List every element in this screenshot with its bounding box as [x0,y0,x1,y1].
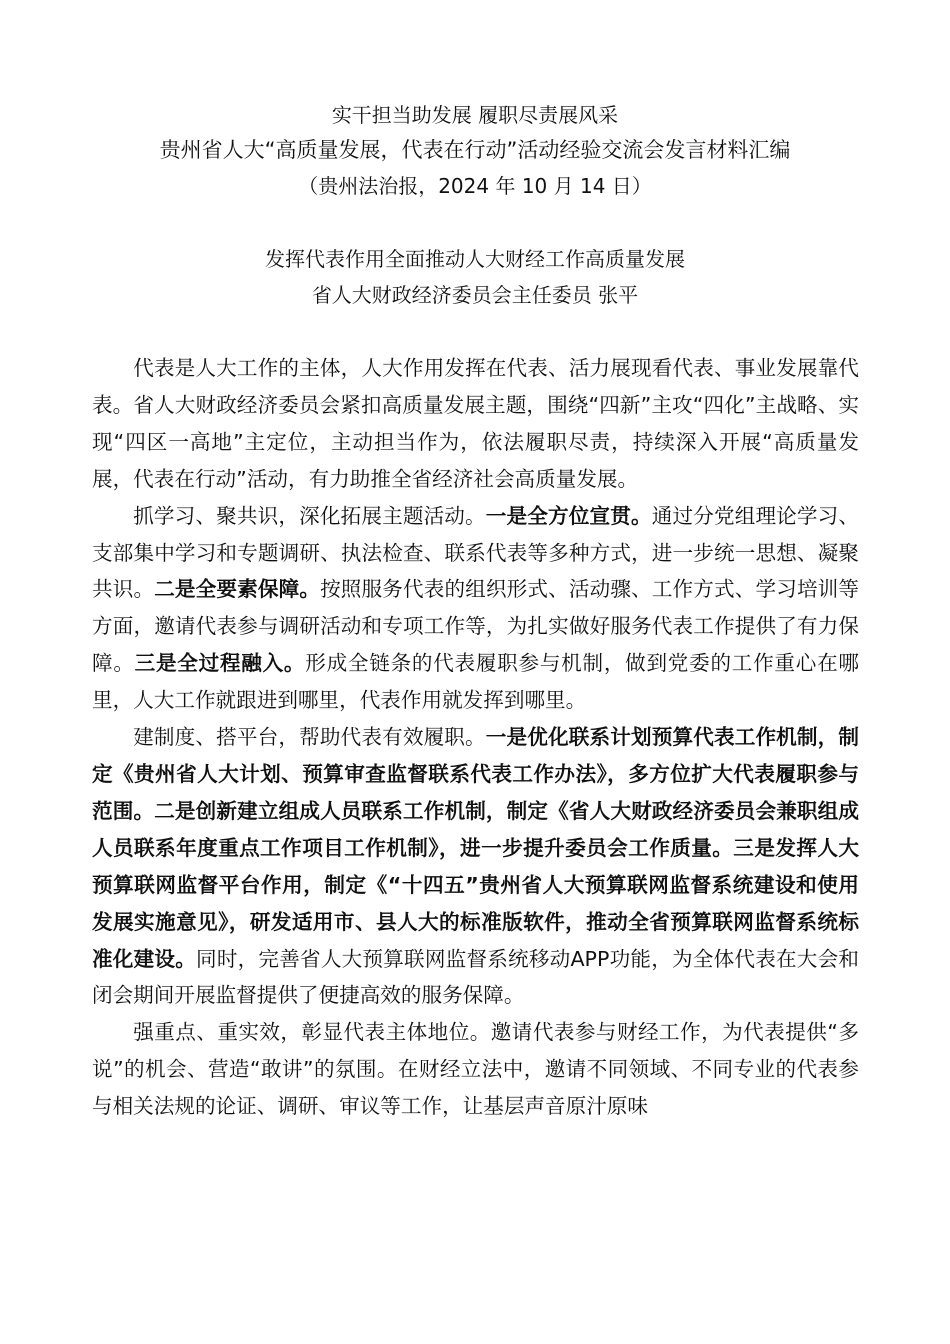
paragraph-intro: 代表是人大工作的主体，人大作用发挥在代表、活力展现看代表、事业发展靠代表。省人大财政经济委员会紧扣高质量发展主题，围绕“四新”主攻“四化”主战略、实现“四区一高地”主定位，主动担当作为，依法履职尽责，持续深入开展“高质量发展，代表在行动”活动，有力助推全省经济社会高质量发展。 [92,356,859,491]
paragraph-lead: 建制度、搭平台，帮助代表有效履职。 [133,725,486,750]
paragraph-text: 形成全链条的代表履职参与机制，做到党委的工作重心在哪里，人大工作就跟进到哪里，代表作用就发挥到哪里。 [92,651,860,713]
paragraph-text: 同时，完善省人大预算联网监督系统移动APP功能，为全体代表在大会和闭会期间开展监督提供了便捷高效的服务保障。 [92,946,860,1008]
paragraph-text: 通过分党组理论学习、支部集中学习和专题调研、执法检查、联系代表等多种方式，进一步统一思想、凝聚共识。 [92,503,860,602]
author-line: 省人大财政经济委员会主任委员 张平 [311,283,639,307]
bold-point-2: 二是全要素保障。 [154,577,321,602]
paragraph-study [92,498,859,719]
paragraph-system [92,719,859,1014]
bold-point-1: 一是全方位宣贯。 [485,503,652,528]
series-title: 实干担当助发展 履职尽责展风采 [331,103,619,127]
article-body [92,350,859,1125]
paragraph-lead: 抓学习、聚共识，深化拓展主题活动。 [133,503,486,528]
article-title: 发挥代表作用全面推动人大财经工作高质量发展 [265,247,685,271]
bold-point-3: 三是全过程融入。 [134,651,306,676]
bold-block: 一是优化联系计划预算代表工作机制，制定《贵州省人大计划、预算审查监督联系代表工作办法》，多方位扩大代表履职参与范围。二是创新建立组成人员联系工作机制，制定《省人大财政经济委员会兼职组成人员联系年度重点工作项目工作机制》，进一步提升委员会工作质量。三是发挥人大预算联网监督平台作用，制定《“十四五”贵州省人大预算联网监督系统建设和使用发展实施意见》，研发适用市、县人大的标准版软件，推动全省预算联网监督系统标准化建设。 [92,725,859,971]
source-line: （贵州法治报，2024 年 10 月 14 日） [298,174,652,198]
paragraph-focus: 强重点、重实效，彰显代表主体地位。邀请代表参与财经工作，为代表提供“多说”的机会、营造“敢讲”的氛围。在财经立法中，邀请不同领域、不同专业的代表参与相关法规的论证、调研、审议等工作，让基层声音原汁原味 [92,1020,859,1119]
collection-title: 贵州省人大“高质量发展，代表在行动”活动经验交流会发言材料汇编 [159,138,791,162]
paragraph-text: 按照服务代表的组织形式、活动骤、工作方式、学习培训等方面，邀请代表参与调研活动和专项工作等，为扎实做好服务代表工作提供了有力保障。 [92,577,860,676]
